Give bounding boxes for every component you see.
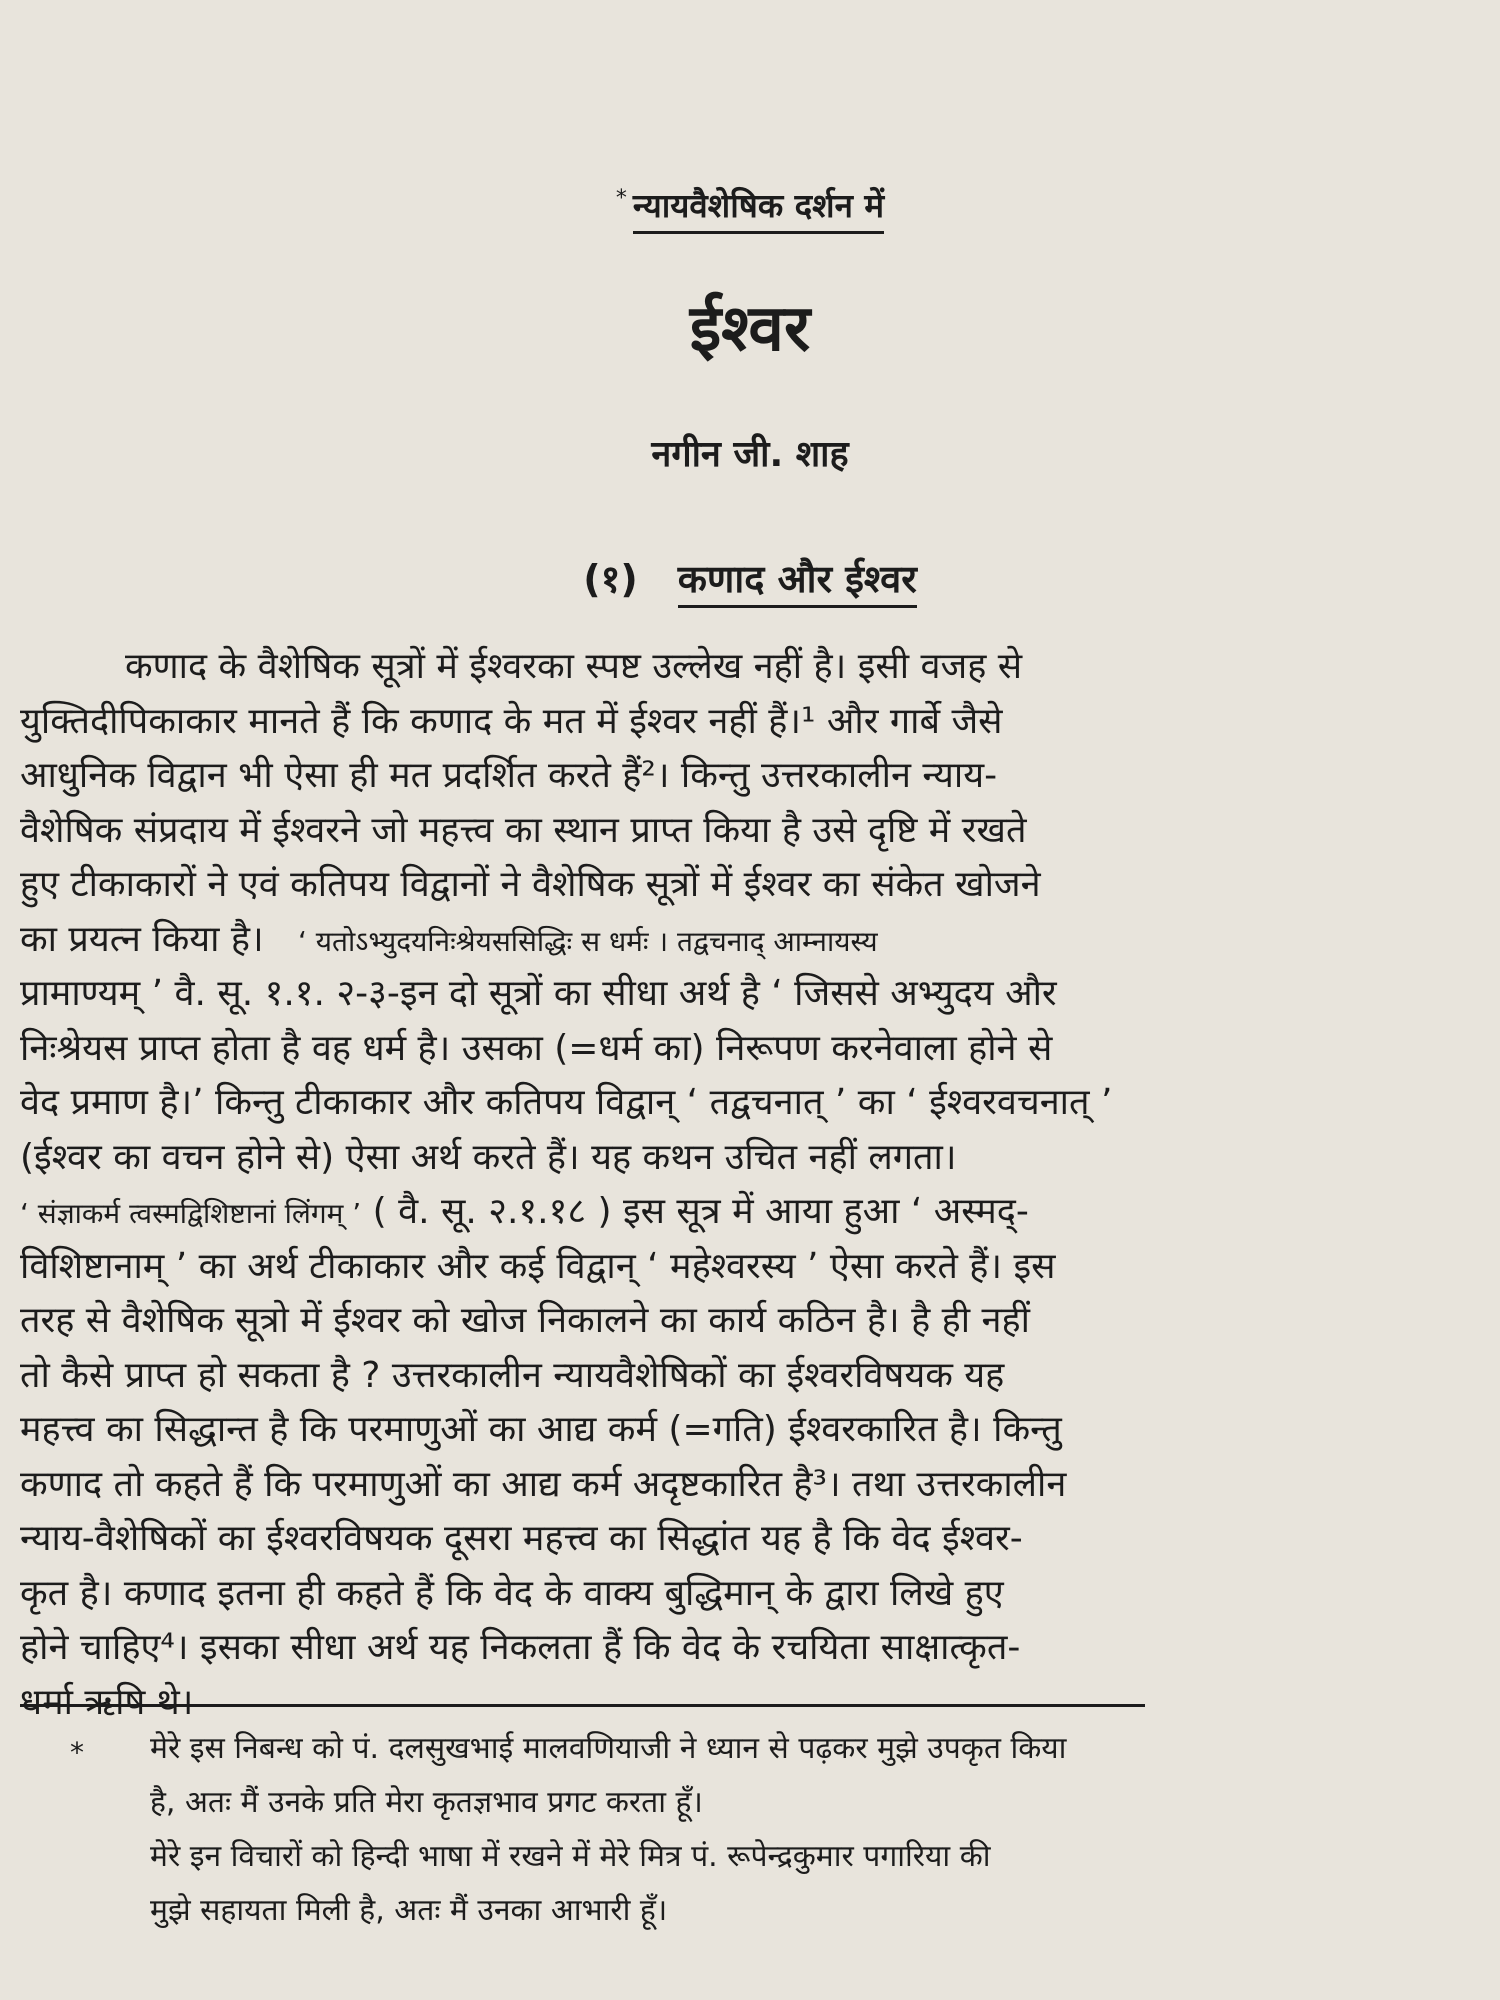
body-line: होने चाहिए⁴। इसका सीधा अर्थ यह निकलता हैं कि वेद के रचयिता साक्षात्कृत- xyxy=(20,1627,1021,1668)
body-line: आधुनिक विद्वान भी ऐसा ही मत प्रदर्शित करते हैं²। किन्तु उत्तरकालीन न्याय- xyxy=(20,755,998,796)
body-line: न्याय-वैशेषिकों का ईश्वरविषयक दूसरा महत्त्व का सिद्धांत यह है कि वेद ईश्वर- xyxy=(20,1518,1023,1559)
body-line-text: ( वै. सू. २.१.१८ ) इस सूत्र में आया हुआ ‘ अस्मद्- xyxy=(372,1191,1029,1232)
body-line-text: का प्रयत्न किया है। xyxy=(20,918,264,960)
body-line xyxy=(20,1185,1470,1240)
body-line: निःश्रेयस प्राप्त होता है वह धर्म है। उसका (=धर्म का) निरूपण करनेवाला होने से xyxy=(20,1027,1053,1069)
body-line: कणाद के वैशेषिक सूत्रों में ईश्वरका स्पष्ट उल्लेख नहीं है। इसी वजह से xyxy=(125,646,1023,687)
body-line: तरह से वैशेषिक सूत्रो में ईश्वर को खोज निकालने का कार्य कठिन है। है ही नहीं xyxy=(20,1300,1030,1341)
body-line: प्रामाण्यम् ’ वै. सू. १.१. २-३-इन दो सूत्रों का सीधा अर्थ है ‘ जिससे अभ्युदय और xyxy=(20,973,1057,1014)
footnote-marker: * xyxy=(615,186,627,211)
body-line: महत्त्व का सिद्धान्त है कि परमाणुओं का आद्य कर्म (=गति) ईश्वरकारित है। किन्तु xyxy=(20,1409,1062,1450)
body-line: कृत है। कणाद इतना ही कहते हैं कि वेद के वाक्य बुद्धिमान् के द्वारा लिखे हुए xyxy=(20,1572,1004,1614)
body-line xyxy=(20,913,1470,968)
article-title: ईश्वर xyxy=(689,292,811,366)
sanskrit-quote: ‘ यतोऽभ्युदयनिःश्रेयससिद्धिः स धर्मः । तद्वचनाद् आम्नायस्य xyxy=(297,924,878,958)
footnote-line: मेरे इन विचारों को हिन्दी भाषा में रखने में मेरे मित्र पं. रूपेन्द्रकुमार पगारिया की xyxy=(150,1839,991,1874)
section-title: कणाद और ईश्वर xyxy=(678,557,917,608)
body-line: विशिष्टानाम् ’ का अर्थ टीकाकार और कई विद्वान् ‘ महेश्वरस्य ’ ऐसा करते हैं। इस xyxy=(20,1245,1056,1287)
body-text xyxy=(20,640,1470,1730)
article-kicker xyxy=(0,182,1500,227)
body-line: धर्मा ऋषि थे। xyxy=(20,1681,194,1723)
footnote-line: है, अतः मैं उनके प्रति मेरा कृतज्ञभाव प्रगट करता हूँ। xyxy=(150,1785,703,1820)
body-line: (ईश्वर का वचन होने से) ऐसा अर्थ करते हैं। यह कथन उचित नहीं लगता। xyxy=(20,1136,957,1178)
footnote-line: मेरे इस निबन्ध को पं. दलसुखभाई मालवणियाजी ने ध्यान से पढ़कर मुझे उपकृत किया xyxy=(150,1731,1067,1766)
kicker-text: न्यायवैशेषिक दर्शन में xyxy=(633,186,884,234)
author-name: नगीन जी. शाह xyxy=(651,434,849,475)
body-line: तो कैसे प्राप्त हो सकता है ? उत्तरकालीन न्यायवैशेषिकों का ईश्वरविषयक यह xyxy=(20,1354,1005,1396)
body-line: कणाद तो कहते हैं कि परमाणुओं का आद्य कर्म अदृष्टकारित है³। तथा उत्तरकालीन xyxy=(20,1463,1067,1505)
footnote-line: मुझे सहायता मिली है, अतः मैं उनका आभारी हूँ। xyxy=(150,1893,668,1928)
footnote-star: * xyxy=(70,1736,84,1769)
sanskrit-quote: ‘ संज्ञाकर्म त्वस्मद्विशिष्टानां लिंगम् ’ xyxy=(20,1197,362,1230)
body-line: वेद प्रमाण है।’ किन्तु टीकाकार और कतिपय विद्वान् ‘ तद्वचनात् ’ का ‘ ईश्वरवचनात् ’ xyxy=(20,1082,1113,1123)
section-number: (१) xyxy=(583,557,638,601)
section-heading xyxy=(0,552,1500,604)
footnote-divider xyxy=(20,1704,1145,1707)
body-line: युक्तिदीपिकाकार मानते हैं कि कणाद के मत में ईश्वर नहीं हैं।¹ और गार्बे जैसे xyxy=(20,700,1003,742)
body-line: वैशेषिक संप्रदाय में ईश्वरने जो महत्त्व का स्थान प्राप्त किया है उसे दृष्टि में रखते xyxy=(20,809,1027,851)
body-line: हुए टीकाकारों ने एवं कतिपय विद्वानों ने वैशेषिक सूत्रों में ईश्वर का संकेत खोजने xyxy=(20,864,1041,905)
